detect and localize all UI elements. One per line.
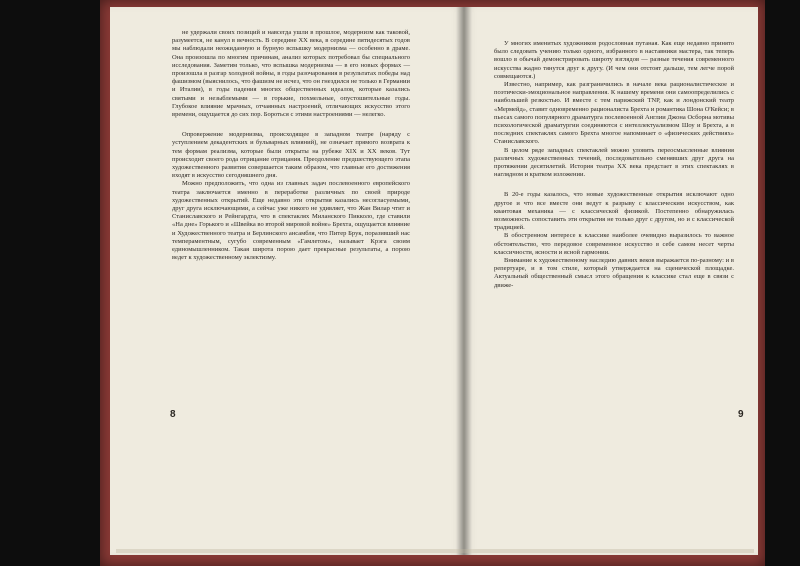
right-paragraph-6: Внимание к художественному наследию давних веков выражается по-разному: и в репертуаре, и в том стиле, который утверждается на сценической площадке. Актуальный общественный смысл этого обращения к классике стал еще в связи с движе- xyxy=(494,257,734,289)
right-paragraph-4: В 20-е годы казалось, что новые художественные открытия исключают одно другое и что все вместе они ведут к разрыву с классическим искусством, как квантовая механика — с классической физикой. Постепенно обнаружилась возможность сопоставить эти открытия не только друг с другом, но и с классической традицией. xyxy=(494,191,734,232)
left-page xyxy=(110,7,464,555)
left-page-number: 8 xyxy=(170,409,176,420)
left-paragraph-1: не удержали своих позиций и навсегда ушли в прошлое, модернизм как таковой, разумеется, не канул в вечность. В середине XX века, в середине пятидесятых годов мы наблюдали неожиданную и бурную вспышку модернизма — особенно в драме. Она произошла по многим причинам, анализ которых потребовал бы специального исследования. Заметим только, что вспышка модернизма — в его новых формах — произошла в разгар холодной войны, в годы разочарования в результатах победы над фашизмом (выяснилось, что фашизм не исчез, что он гнездился не только в Германии и Италии), в годы падения многих общественных идеалов, которые казались святыми и незыблемыми — в горькие, похмельные, опустошительные годы. Глубокое влияние мрачных, отчаянных настроений, отличающих искусство этого времени, ощущается до сих пор. Бороться с этими настроениями — нелегко. xyxy=(172,29,410,119)
right-paragraph-1: У многих именитых художников родословная путаная. Как еще недавно принято было следовать учению только одного, избранного в наставники мастера, так теперь вошло в обычай демонстрировать широту взглядов — разные течения современного искусства жадно тянутся друг к другу. (И чем они отстоят дальше, тем легче порой совмещаются.) xyxy=(494,40,734,80)
right-page-number: 9 xyxy=(738,409,744,420)
right-paragraph-2: Известно, например, как разграничились в начале века рационалистическое и поэтически-эмоциональное направления. К нашему времени они самоопределились с наибольшей резкостью. И вместе с тем парижский TNP, как и лондонский театр «Мермейд», ставит одновременно рационалиста Брехта и романтика Шона О'Кейси; в пьесах самого популярного драматурга послевоенной Англии Джона Осборна мотивы психологической драматургии соединяются с интеллектуализмом Шоу и Брехта, а в последних спектаклях самого Брехта многое напоминает о «физических действиях» Станиславского. xyxy=(494,81,734,146)
left-page-edge xyxy=(116,549,468,553)
book-spine-gutter xyxy=(456,7,472,555)
left-paragraph-2: Опровержение модернизма, происходящее в западном театре (наряду с уступлением декадентских и бульварных влияний), не означает прямого возврата к тем формам реализма, которые были открыты на рубеже XIX и XX веков. Тут происходит своего рода отрицание отрицания. Преодоление предшествующего этапа художественного развития совершается таким образом, что главные его достижения входят в искусство сегодняшнего дня. xyxy=(172,131,410,180)
right-paragraph-3: В целом ряде западных спектаклей можно уловить переосмысленные влияния различных художественных течений, последовательно сменявших друг друга на протяжении десятилетий. История театра XX века предстает в этих спектаклях в наглядном и кратком изложении. xyxy=(494,146,734,179)
right-page-text xyxy=(494,40,734,290)
right-paragraph-5: В обостренном интересе к классике наиболее очевидно выразилось то важное обстоятельство, что передовое современное искусство в себе самом несет черты классичности, ясности и ясной гармонии. xyxy=(494,232,734,256)
left-page-text xyxy=(172,29,410,262)
right-page xyxy=(464,7,758,555)
right-page-edge xyxy=(464,549,754,553)
left-paragraph-3: Можно предположить, что одна из главных задач послевоенного европейского театра заключается именно в переработке различных по своей природе художественных открытий. Еще недавно эти открытия казались несогласуемыми, друг друга исключающими, а сейчас уже никого не удивляет, что Жан Вилар чтит и Станиславского и Рейнгардта, что в спектаклях Миланского Пикколо, где ставили «На дне» Горького и «Швейка во второй мировой войне» Брехта, ощущается влияние и Художественного театра и Берлинского ансамбля, что Питер Брук, поразивший нас темпераментным, сугубо современным «Гамлетом», называет Крэга своим единомышленником. Такая широта порою дает прекрасные результаты, а порою ведет к художественному эклектизму. xyxy=(172,180,410,262)
